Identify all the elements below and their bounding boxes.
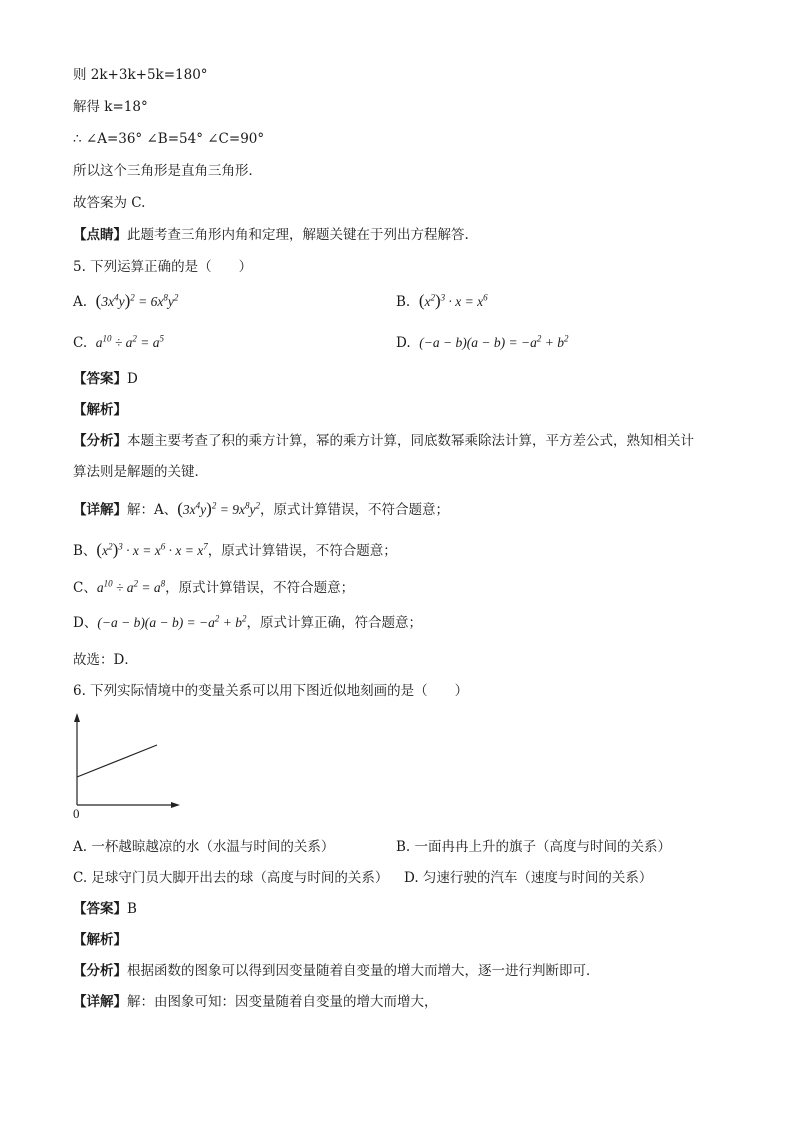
comment-text: 此题考查三角形内角和定理，解题关键在于列出方程解答. — [127, 227, 469, 243]
detail-suffix: ，原式计算错误，不符合题意； — [207, 543, 397, 559]
fenxi-text: 根据函数的图象可以得到因变量随着自变量的增大而增大，逐一进行判断即可． — [127, 963, 600, 979]
origin-label: 0 — [73, 806, 80, 821]
option-label: B. — [396, 294, 411, 310]
question-6-stem: 6. 下列实际情境中的变量关系可以用下图近似地刻画的是（ ） — [73, 683, 469, 699]
text-line: 所以这个三角形是直角三角形． — [73, 163, 262, 179]
detail-suffix: ，原式计算错误，不符合题意； — [165, 580, 355, 596]
y-axis-arrow — [74, 713, 80, 722]
question-5-stem: 5. 下列运算正确的是（ ） — [73, 259, 253, 275]
q5-option-c — [73, 334, 164, 352]
q5-option-b — [396, 292, 488, 311]
q6-analysis-tag — [73, 931, 127, 949]
q5-option-a — [73, 292, 178, 311]
detail-tag: 【详解】 — [73, 502, 127, 518]
q6-answer — [73, 900, 137, 918]
text-line: 故答案为 C. — [73, 195, 146, 211]
q6-option-d: D. 匀速行驶的汽车（速度与时间的关系） — [404, 870, 653, 886]
q5-fenxi — [73, 432, 694, 450]
detail-tag: 【详解】 — [73, 994, 127, 1010]
q5-fenxi-cont: 算法则是解题的关键． — [73, 464, 208, 480]
function-graph — [66, 710, 186, 825]
option-label: C. — [73, 335, 88, 351]
comment-line — [73, 226, 469, 244]
detail-suffix: ，原式计算正确，符合题意； — [246, 615, 423, 631]
analysis-tag: 【解析】 — [73, 932, 127, 948]
q6-fenxi — [73, 962, 600, 980]
q5-analysis-tag — [73, 401, 127, 419]
option-b-formula: $(x^2)^3 \cdot x = x^6$ — [418, 291, 488, 310]
q5-detail-c — [73, 579, 354, 597]
option-label: A. — [73, 294, 88, 310]
detail-prefix: C、 — [73, 580, 97, 596]
text-line: 则 2k+3k+5k=180° — [73, 67, 208, 83]
comment-tag: 【点睛】 — [73, 227, 127, 243]
q6-option-c: C. 足球守门员大脚开出去的球（高度与时间的关系） — [73, 870, 389, 886]
fenxi-text: 本题主要考查了积的乘方计算，幂的乘方计算，同底数幂乘除法计算，平方差公式，熟知相关计 — [127, 433, 694, 449]
detail-prefix: 解：A、 — [127, 502, 178, 518]
answer-value: D — [127, 371, 138, 387]
q6-detail — [73, 993, 438, 1011]
q5-option-d — [396, 334, 568, 352]
graph-line — [77, 745, 157, 777]
fenxi-tag: 【分析】 — [73, 433, 127, 449]
detail-c-formula: $a^{10} \div a^2 = a^8$ — [96, 578, 166, 595]
detail-a-formula: $(3x^4y)^2 = 9x^8y^2$ — [177, 499, 260, 518]
q6-option-b: B. 一面冉冉上升的旗子（高度与时间的关系） — [396, 839, 672, 855]
detail-prefix: D、 — [73, 615, 98, 631]
text-line: 解得 k=18° — [73, 99, 148, 115]
answer-tag: 【答案】 — [73, 901, 127, 917]
answer-tag: 【答案】 — [73, 371, 127, 387]
answer-value: B — [127, 901, 137, 917]
detail-prefix: B、 — [73, 543, 97, 559]
detail-suffix: ，原式计算错误，不符合题意； — [259, 502, 449, 518]
option-c-formula: $a^{10} \div a^2 = a^5$ — [95, 333, 165, 350]
option-a-formula: $(3x^4y)^2 = 6x^8y^2$ — [95, 291, 179, 310]
option-label: D. — [396, 335, 411, 351]
detail-b-formula: $(x^2)^3 \cdot x = x^6 \cdot x = x^7$ — [96, 540, 208, 559]
q5-choose: 故选：D． — [73, 652, 138, 668]
detail-text: 解：由图象可知：因变量随着自变量的增大而增大， — [127, 994, 438, 1010]
analysis-tag: 【解析】 — [73, 402, 127, 418]
detail-d-formula: $(-a - b)(a - b) = -a^2 + b^2$ — [97, 613, 247, 630]
text-line: ∴ ∠A=36° ∠B=54° ∠C=90° — [73, 131, 265, 147]
fenxi-tag: 【分析】 — [73, 963, 127, 979]
x-axis-arrow — [171, 802, 180, 808]
option-d-formula: $(-a - b)(a - b) = -a^2 + b^2$ — [419, 333, 569, 350]
q6-option-a: A. 一杯越晾越凉的水（水温与时间的关系） — [73, 839, 335, 855]
q5-detail-a — [73, 500, 449, 519]
q5-detail-d — [73, 614, 422, 632]
q5-detail-b — [73, 541, 397, 560]
q5-answer — [73, 370, 138, 388]
